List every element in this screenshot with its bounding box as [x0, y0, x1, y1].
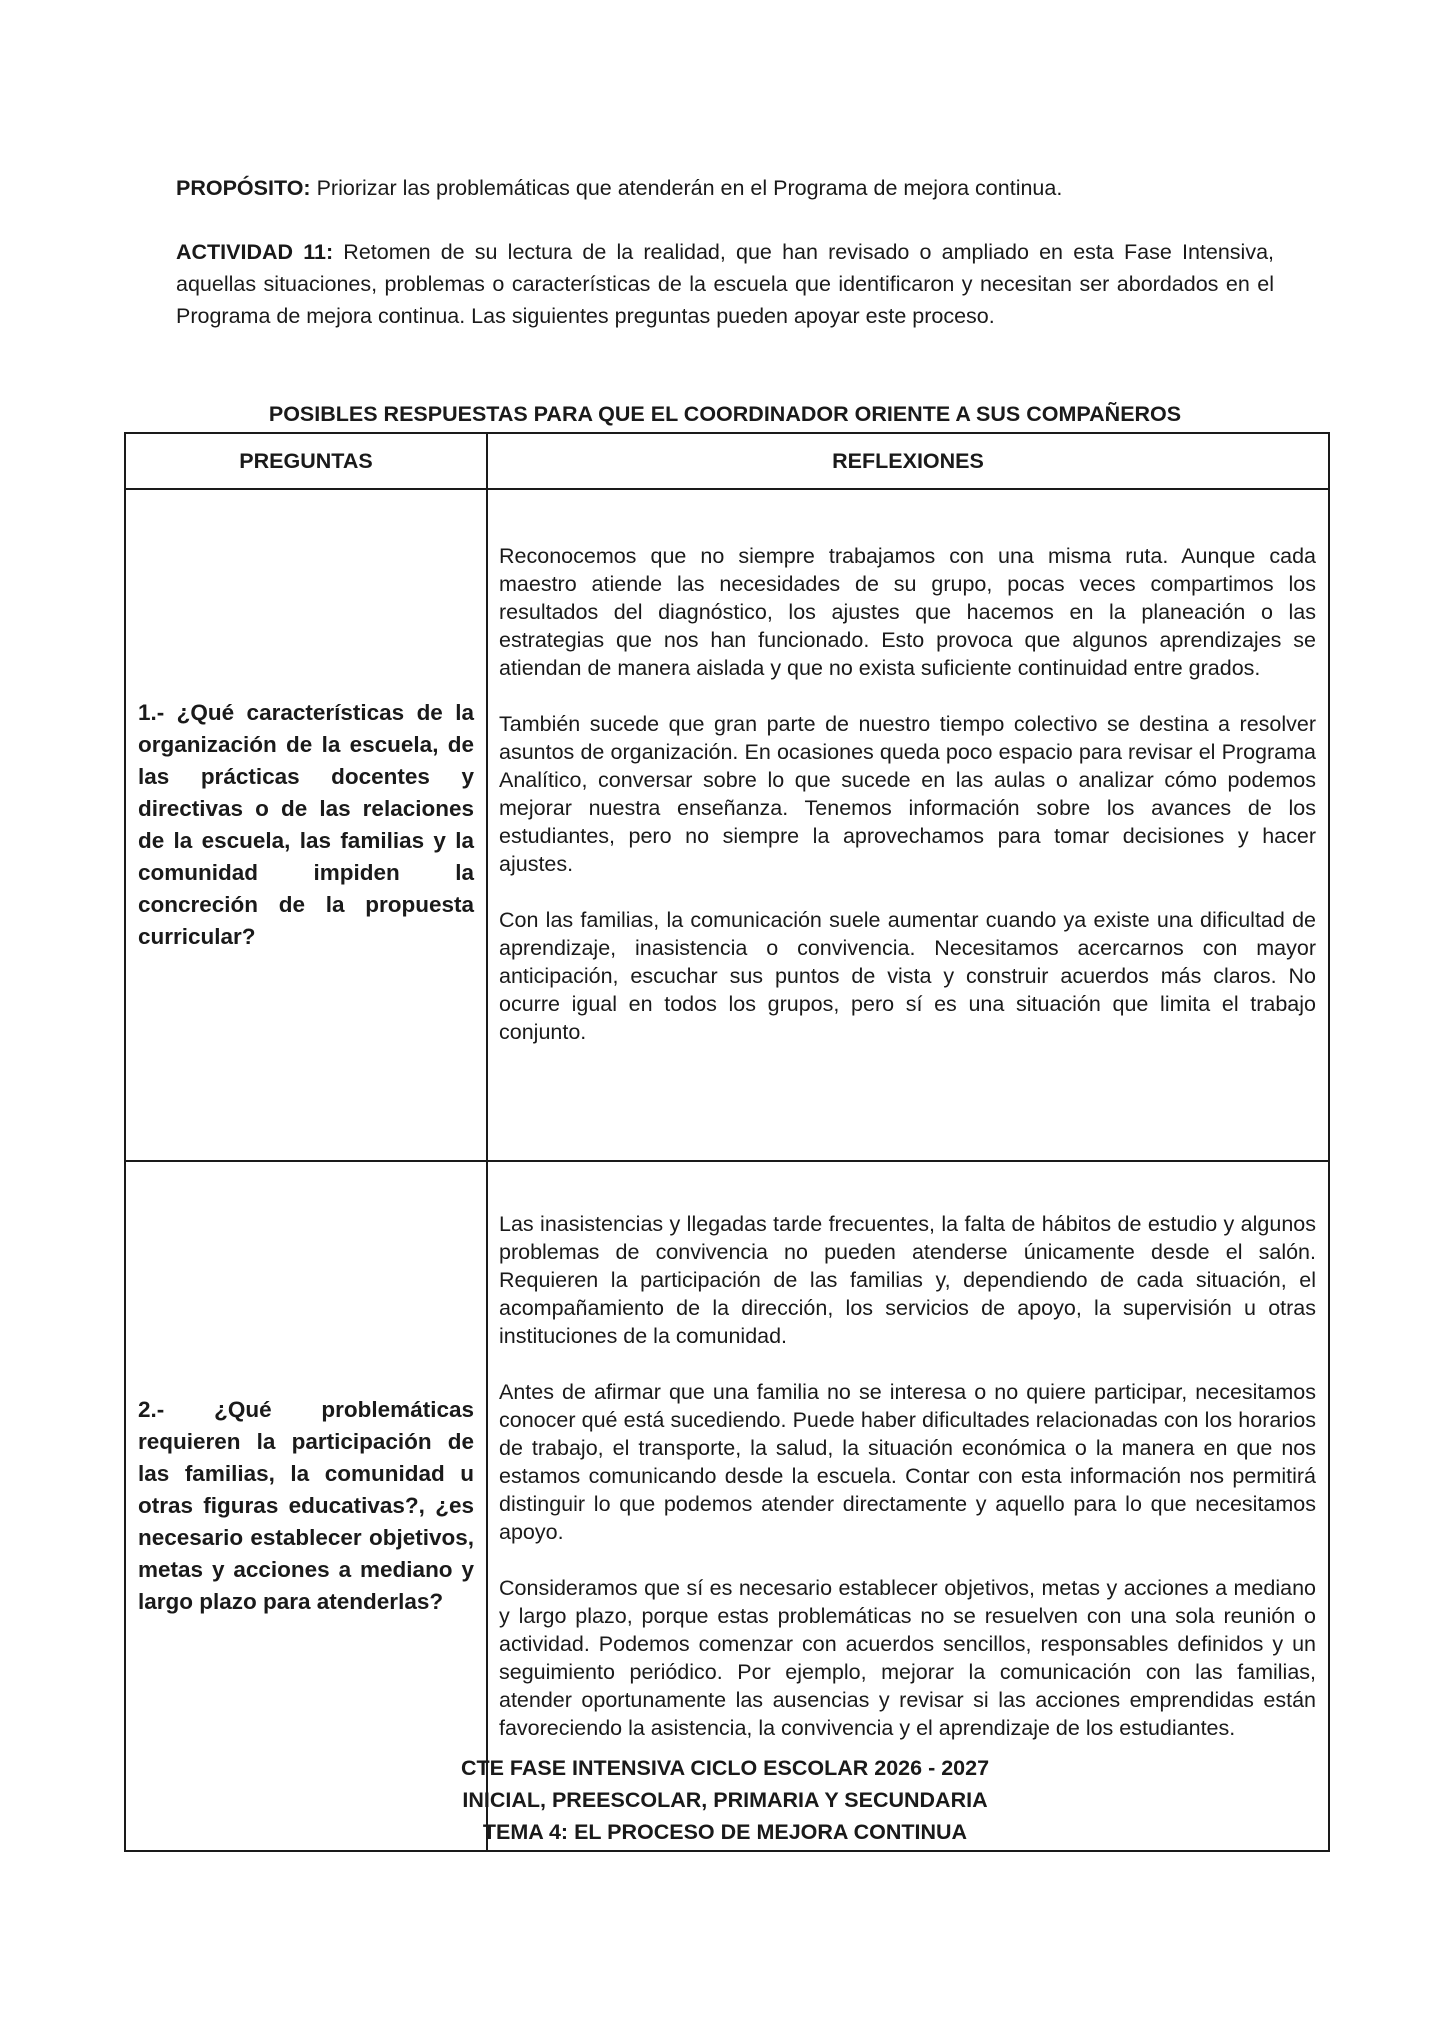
- activity-paragraph: [176, 236, 1274, 332]
- footer-line: INICIAL, PREESCOLAR, PRIMARIA Y SECUNDARIA: [462, 1788, 988, 1812]
- questions-reflections-table: [124, 432, 1330, 1852]
- reflection-cell: [487, 489, 1329, 1161]
- header-preguntas: PREGUNTAS: [125, 433, 487, 489]
- activity-text: Retomen de su lectura de la realidad, que han revisado o ampliado en esta Fase Intensiva, aquellas situaciones, problemas o características de la escuela que identificaron y necesitan ser abordados en el Programa de mejora continua. Las siguientes preguntas pueden apoyar este proceso.: [176, 240, 1274, 328]
- table-row: [125, 1161, 1329, 1851]
- reflection-paragraph: Consideramos que sí es necesario establecer objetivos, metas y acciones a mediano y largo plazo, porque estas problemáticas no se resuelven con una sola reunión o actividad. Podemos comenzar con acuerdos sencillos, responsables definidos y un seguimiento periódico. Por ejemplo, mejorar la comunicación con las familias, atender oportunamente las ausencias y revisar si las acciones emprendidas están favoreciendo la asistencia, la convivencia y el aprendizaje de los estudiantes.: [499, 1576, 1316, 1740]
- purpose-text: Priorizar las problemáticas que atenderán en el Programa de mejora continua.: [310, 176, 1063, 200]
- header-reflexiones: REFLEXIONES: [487, 433, 1329, 489]
- footer-line: TEMA 4: EL PROCESO DE MEJORA CONTINUA: [482, 1820, 968, 1844]
- question-cell: 2.- ¿Qué problemáticas requieren la participación de las familias, la comunidad u otras figuras educativas?, ¿es necesario establecer objetivos, metas y acciones a mediano y largo plazo para atenderlas?: [125, 1161, 487, 1851]
- reflection-paragraph: Antes de afirmar que una familia no se interesa o no quiere participar, necesitamos conocer qué está sucediendo. Puede haber dificultades relacionadas con los horarios de trabajo, el transporte, la salud, la situación económica o la manera en que nos estamos comunicando desde la escuela. Contar con esta información nos permitirá distinguir lo que podemos atender directamente y aquello para lo que necesitamos apoyo.: [499, 1380, 1316, 1544]
- reflection-paragraph: También sucede que gran parte de nuestro tiempo colectivo se destina a resolver asuntos de organización. En ocasiones queda poco espacio para revisar el Programa Analítico, conversar sobre lo que sucede en las aulas o analizar cómo podemos mejorar nuestra enseñanza. Tenemos información sobre los avances de los estudiantes, pero no siempre la aprovechamos para tomar decisiones y hacer ajustes.: [499, 712, 1316, 876]
- purpose-label: PROPÓSITO:: [176, 176, 311, 200]
- page-footer: [125, 1752, 1325, 1848]
- footer-line: CTE FASE INTENSIVA CICLO ESCOLAR 2026 - 2027: [460, 1756, 990, 1780]
- purpose-paragraph: [176, 172, 1274, 204]
- table-row: [125, 489, 1329, 1161]
- reflection-cell: [487, 1161, 1329, 1851]
- activity-label: ACTIVIDAD 11:: [176, 240, 334, 264]
- table-header-row: [125, 433, 1329, 489]
- question-cell: 1.- ¿Qué características de la organización de la escuela, de las prácticas docentes y directivas o de las relaciones de la escuela, las familias y la comunidad impiden la concreción de la propuesta curricular?: [125, 489, 487, 1161]
- reflection-paragraph: Reconocemos que no siempre trabajamos con una misma ruta. Aunque cada maestro atiende las necesidades de su grupo, pocas veces compartimos los resultados del diagnóstico, los ajustes que hacemos en la planeación o las estrategias que nos han funcionado. Esto provoca que algunos aprendizajes se atiendan de manera aislada y que no exista suficiente continuidad entre grados.: [499, 544, 1316, 680]
- reflection-paragraph: Con las familias, la comunicación suele aumentar cuando ya existe una dificultad de aprendizaje, inasistencia o convivencia. Necesitamos acercarnos con mayor anticipación, escuchar sus puntos de vista y construir acuerdos más claros. No ocurre igual en todos los grupos, pero sí es una situación que limita el trabajo conjunto.: [499, 908, 1316, 1044]
- reflection-paragraph: Las inasistencias y llegadas tarde frecuentes, la falta de hábitos de estudio y algunos problemas de convivencia no pueden atenderse únicamente desde el salón. Requieren la participación de las familias y, dependiendo de cada situación, el acompañamiento de la dirección, los servicios de apoyo, la supervisión u otras instituciones de la comunidad.: [499, 1212, 1316, 1348]
- table-title: POSIBLES RESPUESTAS PARA QUE EL COORDINADOR ORIENTE A SUS COMPAÑEROS: [268, 402, 1182, 426]
